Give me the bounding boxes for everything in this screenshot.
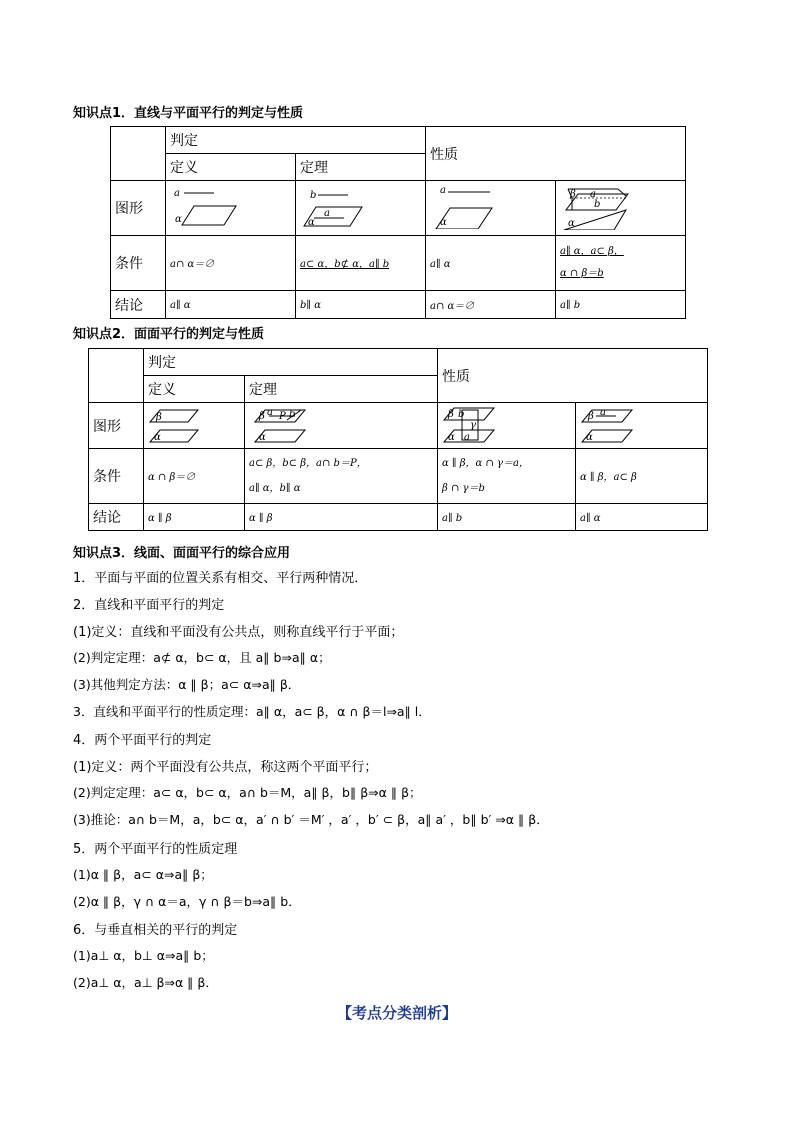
kp1-corner <box>111 127 166 181</box>
kp1-condition-property1: a∥ α <box>430 258 451 270</box>
kp2-conclusion-def: α ∥ β <box>148 512 172 524</box>
kp3-line-16: (2)a⊥ α，a⊥ β⇒α ∥ β． <box>73 975 218 990</box>
plane-beta-label: β <box>156 411 162 423</box>
kp1-conclusion-label: 结论 <box>111 291 166 319</box>
kp2-conclusion-theorem: α ∥ β <box>249 512 273 524</box>
line-a-label: a <box>590 189 596 200</box>
kp3-title: 知识点3．线面、面面平行的综合应用 <box>73 546 291 561</box>
line-b-label: b <box>289 408 296 420</box>
intersecting-lines-planes-figure <box>249 406 319 446</box>
kp2-figure-label: 图形 <box>89 403 144 449</box>
kp3-line-6: 3．直线和平面平行的性质定理：a∥ α，a⊂ β，α ∩ β＝l⇒a∥ l． <box>73 704 431 719</box>
kp1-figure-theorem <box>296 181 426 236</box>
line-plane-parallel-figure <box>170 187 240 229</box>
kp2-title: 知识点2．面面平行的判定与性质 <box>73 327 265 342</box>
line-b-label: b <box>594 199 601 210</box>
line-b-label: b <box>310 190 317 201</box>
kp2-table <box>88 348 708 531</box>
kp1-header-judge: 判定 <box>166 127 426 154</box>
kp2-conclusion-label: 结论 <box>89 504 144 531</box>
kp1-table <box>110 126 686 319</box>
kp3-line-10: (3)推论：a∩ b＝M，a，b⊂ α，a′ ∩ b′ ＝M′ ，a′ ，b′ ⊂ β，a∥ a′ ，b∥ b′ ⇒α ∥ β． <box>73 812 549 827</box>
kp3-line-8: (1)定义：两个平面没有公共点，称这两个平面平行； <box>73 760 378 775</box>
kp1-title: 知识点1．直线与平面平行的判定与性质 <box>73 106 304 121</box>
plane-alpha-label: α <box>586 431 593 443</box>
point-p-label: P <box>279 410 286 422</box>
kp2-condition-property2: α ∥ β，a⊂ β <box>580 472 637 483</box>
kp3-line-3: (1)定义：直线和平面没有公共点，则称直线平行于平面； <box>73 625 404 640</box>
plane-gamma-label: γ <box>470 419 476 431</box>
kp1-conclusion-property2: a∥ b <box>560 300 581 311</box>
line-a-label: a <box>464 431 470 443</box>
plane-alpha-label: α <box>154 431 161 443</box>
kp1-figure-property2 <box>556 181 686 236</box>
plane-beta-label: β <box>448 408 454 420</box>
kp2-condition-theorem-line2: a∥ α，b∥ α <box>249 483 301 494</box>
line-b-label: b <box>458 408 465 420</box>
kp3-line-15: (1)a⊥ α，b⊥ α⇒a∥ b； <box>73 948 214 963</box>
kp1-header-def: 定义 <box>166 154 296 181</box>
kp2-condition-property1-line2: β ∩ γ＝b <box>442 483 485 494</box>
kp1-condition-property2-line2: α ∩ β＝b <box>560 268 604 279</box>
kp3-line-9: (2)判定定理：a⊂ α，b⊂ α，a∩ b＝M，a∥ β，b∥ β⇒α ∥ β； <box>73 785 422 800</box>
kp3-line-4: (2)判定定理：a⊄ α，b⊂ α，且 a∥ b⇒a∥ α； <box>73 650 331 665</box>
kp1-condition-def: a∩ α＝∅ <box>170 259 215 270</box>
kp3-line-7: 4．两个平面平行的判定 <box>73 733 212 748</box>
kp1-figure-property1 <box>426 181 556 236</box>
line-a-label: a <box>600 406 606 418</box>
kp1-header-property: 性质 <box>426 127 686 181</box>
line-a-label: a <box>174 188 180 199</box>
kp2-figure-theorem <box>245 403 438 449</box>
kp2-conclusion-property1: a∥ b <box>442 512 463 524</box>
line-a-label: a <box>267 406 273 418</box>
two-parallel-planes-figure <box>148 406 208 446</box>
kp1-condition-label: 条件 <box>111 236 166 291</box>
kp2-figure-property2 <box>576 403 708 449</box>
kp2-corner <box>89 349 144 403</box>
line-plane-intersection-figure <box>560 186 630 230</box>
kp2-condition-def: α ∩ β＝∅ <box>148 472 196 483</box>
kp2-header-def: 定义 <box>144 376 245 403</box>
kp2-condition-theorem-line1: a⊂ β，b⊂ β，a∩ b＝P， <box>249 458 367 469</box>
kp1-figure-def <box>166 181 296 236</box>
kp2-figure-def <box>144 403 245 449</box>
line-a-label: a <box>440 187 446 196</box>
plane-alpha-label: α <box>259 431 266 443</box>
kp2-condition-property1-line1: α ∥ β，α ∩ γ＝a， <box>442 458 529 469</box>
kp3-line-1: 1．平面与平面的位置关系有相交、平行两种情况． <box>73 571 368 586</box>
kp2-header-theorem: 定理 <box>245 376 438 403</box>
plane-beta-label: β <box>570 189 576 200</box>
plane-beta-label: β <box>588 410 594 422</box>
line-in-plane-parallel-figure <box>300 187 370 229</box>
kp3-line-5: (3)其他判定方法：α ∥ β；a⊂ α⇒a∥ β． <box>73 677 301 692</box>
kp1-condition-property2-line1: a∥ α，a⊂ β， <box>560 246 624 257</box>
plane-alpha-label: α <box>308 217 315 228</box>
section-title: 【考点分类剖析】 <box>336 1004 457 1022</box>
kp1-header-theorem: 定理 <box>296 154 426 181</box>
kp3-line-13: (2)α ∥ β，γ ∩ α＝a，γ ∩ β＝b⇒a∥ b． <box>73 894 301 909</box>
kp2-header-judge: 判定 <box>144 349 438 376</box>
kp2-condition-label: 条件 <box>89 449 144 504</box>
kp2-figure-property1 <box>438 403 576 449</box>
kp2-header-property: 性质 <box>438 349 708 403</box>
kp3-line-12: (1)α ∥ β，a⊂ α⇒a∥ β； <box>73 867 213 882</box>
plane-alpha-label: α <box>175 214 182 225</box>
plane-alpha-label: α <box>448 431 455 443</box>
kp1-condition-theorem: a⊂ α，b⊄ α，a∥ b <box>300 259 390 270</box>
kp1-conclusion-def: a∥ α <box>170 300 191 311</box>
plane-alpha-label: α <box>440 217 447 228</box>
kp3-line-11: 5．两个平面平行的性质定理 <box>73 842 238 857</box>
line-parallel-plane-figure <box>430 187 500 229</box>
kp3-line-2: 2．直线和平面平行的判定 <box>73 598 225 613</box>
kp3-line-14: 6．与垂直相关的平行的判定 <box>73 923 238 938</box>
kp1-conclusion-theorem: b∥ α <box>300 300 321 311</box>
kp2-conclusion-property2: a∥ α <box>580 512 601 524</box>
kp1-figure-label: 图形 <box>111 181 166 236</box>
line-a-label: a <box>324 208 330 219</box>
plane-alpha-label: α <box>568 218 575 229</box>
third-plane-intersection-figure <box>442 404 502 448</box>
kp1-conclusion-property1: a∩ α＝∅ <box>430 300 475 312</box>
plane-beta-label: β <box>259 410 265 422</box>
line-in-parallel-planes-figure <box>580 406 640 446</box>
